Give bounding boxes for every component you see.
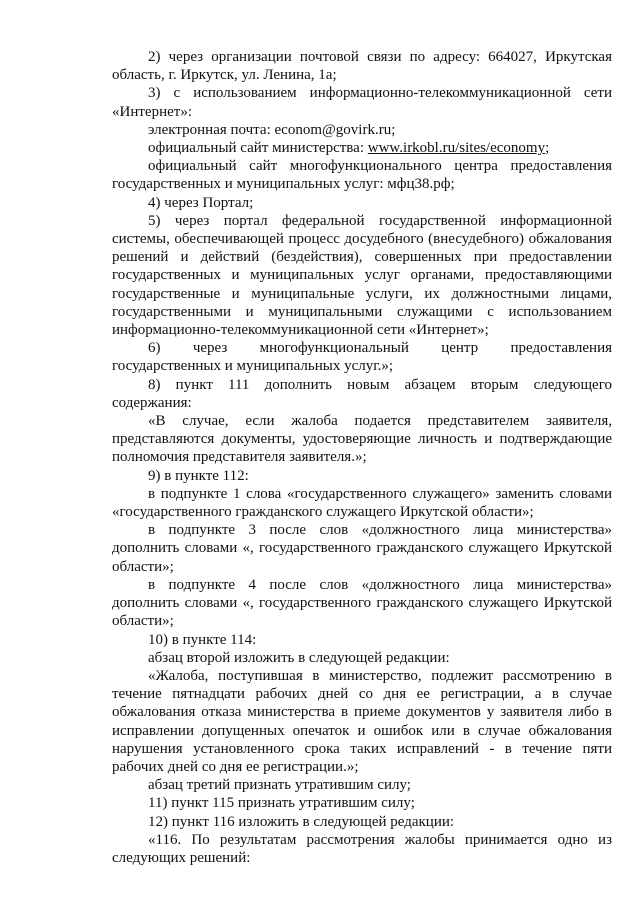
item-6-word: предоставления: [510, 340, 612, 357]
email-address[interactable]: econom@govirk.ru: [274, 121, 392, 138]
email-line: [112, 121, 612, 139]
item-11-paragraph: 11) пункт 115 признать утратившим силу;: [148, 795, 415, 812]
email-suffix: ;: [391, 121, 396, 138]
item-9-subpoint-4: в подпункте 4 после слов «должностного лица министерства» дополнить словами «, государственного гражданского служащего Иркутской области»;: [112, 576, 612, 630]
item-9-subpoint-1: в подпункте 1 слова «государственного служащего» заменить словами «государственного гражданского служащего Иркутской области»;: [112, 485, 612, 521]
website-line: [112, 139, 612, 157]
item-6-paragraph: [112, 339, 612, 375]
item-12-paragraph: 12) пункт 116 изложить в следующей редакции:: [148, 813, 455, 830]
quote-114-paragraph: «Жалоба, поступившая в министерство, подлежит рассмотрению в течение пятнадцати рабочих дней со дня ее регистрации, а в случае обжалования отказа министерства в приеме документов у заявителя либо в исправлении допущенных опечаток и ошибок или в случае обжалования нарушения установленного срока таких исправлений - в течение пяти рабочих дней со дня ее регистрации.»;: [112, 667, 612, 775]
item-6-word: 6): [148, 340, 161, 357]
item-9-paragraph: 9) в пункте 112:: [148, 467, 249, 484]
quote-116-paragraph: «116. По результатам рассмотрения жалобы принимается одно из следующих решений:: [112, 831, 612, 866]
document-page: [112, 48, 612, 867]
item-6-word: центр: [441, 340, 479, 357]
website-prefix: официальный сайт министерства:: [148, 140, 368, 157]
item-10-paragraph: 10) в пункте 114:: [148, 631, 257, 648]
ministry-website-link[interactable]: www.irkobl.ru/sites/economy: [367, 140, 546, 157]
item-6-word: через: [192, 340, 228, 357]
item-10-second-paragraph: абзац второй изложить в следующей редакции:: [148, 649, 450, 666]
item-5-paragraph: 5) через портал федеральной государственной информационной системы, обеспечивающей процесс досудебного (внесудебного) обжалования решений и действий (бездействия), совершенных при предоставлении государственных и муниципальных услуг органами, предоставляющими государственные и муниципальные услуги, их должностными лицами, государственными и муниципальными служащими с использованием информационно-телекоммуникационной сети «Интернет»;: [112, 212, 612, 339]
website-suffix: ;: [545, 140, 550, 157]
item-6-word: многофункциональный: [259, 340, 409, 357]
item-8-paragraph: 8) пункт 111 дополнить новым абзацем вторым следующего содержания:: [112, 376, 612, 411]
email-prefix: электронная почта:: [148, 121, 275, 138]
mfc-website-paragraph: официальный сайт многофункционального центра предоставления государственных и муниципальных услуг: мфц38.рф;: [112, 158, 612, 193]
item-6-continuation: государственных и муниципальных услуг.»;: [112, 358, 394, 375]
item-4-paragraph: 4) через Портал;: [148, 194, 254, 211]
item-6-first-line: [112, 339, 612, 357]
item-2-paragraph: 2) через организации почтовой связи по адресу: 664027, Иркутская область, г. Иркутск, ул. Ленина, 1а;: [112, 49, 612, 84]
item-3-paragraph: 3) с использованием информационно-телекоммуникационной сети «Интернет»:: [112, 85, 612, 120]
item-10-third-paragraph: абзац третий признать утратившим силу;: [148, 777, 411, 794]
quote-111-paragraph: «В случае, если жалоба подается представителем заявителя, представляются документы, удостоверяющие личность и подтверждающие полномочия представителя заявителя.»;: [112, 413, 612, 466]
item-9-subpoint-3: в подпункте 3 после слов «должностного лица министерства» дополнить словами «, государственного гражданского служащего Иркутской области»;: [112, 522, 612, 575]
